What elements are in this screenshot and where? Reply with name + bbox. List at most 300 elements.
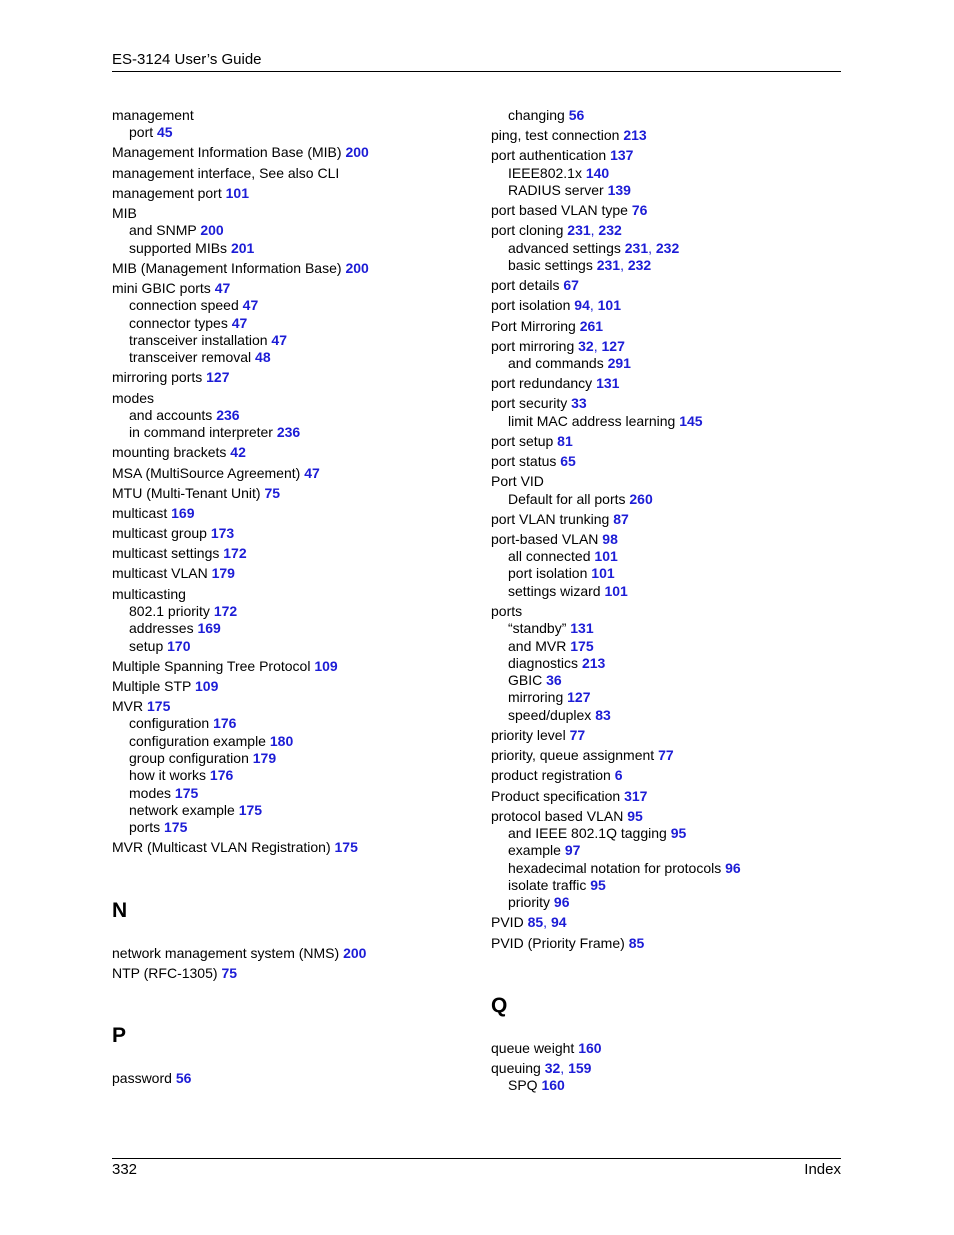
index-subterm-text: and commands — [508, 354, 604, 371]
index-subterm-text: settings wizard — [508, 582, 601, 599]
page-link[interactable]: 173 — [210, 525, 235, 542]
index-term — [491, 1060, 856, 1077]
page-link[interactable]: 317 — [624, 787, 648, 804]
index-term-text: Management Information Base (MIB) — [112, 144, 342, 161]
index-subterm — [112, 733, 477, 750]
index-entry — [112, 545, 477, 562]
index-subterm — [491, 240, 856, 257]
index-term-text: product registration — [491, 767, 611, 784]
page-link[interactable]: 236 — [276, 424, 301, 441]
index-term-text: port cloning — [491, 222, 564, 239]
index-term-text: MIB — [112, 205, 137, 222]
index-term — [491, 808, 856, 825]
index-subterm — [112, 124, 477, 141]
section-name: Index — [804, 1161, 841, 1178]
index-term-text: port isolation — [491, 297, 571, 314]
page-link[interactable]: 42 — [230, 444, 246, 461]
index-term — [112, 525, 477, 542]
page-link[interactable]: 131 — [596, 375, 620, 392]
page-link[interactable]: 77 — [569, 726, 586, 743]
page-separator: , — [589, 297, 598, 314]
index-subterm — [491, 672, 856, 689]
index-term-text: multicast group — [112, 525, 207, 542]
page-link[interactable]: 101 — [597, 297, 621, 314]
page-link[interactable]: 101 — [604, 582, 628, 599]
index-term — [112, 965, 477, 982]
index-term — [112, 586, 477, 603]
index-entry — [112, 205, 477, 257]
index-entry — [491, 914, 856, 931]
index-subterm — [112, 767, 477, 784]
index-term-text: queuing — [491, 1060, 541, 1077]
index-term-text: multicast VLAN — [112, 565, 208, 582]
index-subterm — [491, 182, 856, 199]
index-subterm — [491, 565, 856, 582]
page-link[interactable]: 231 — [596, 256, 621, 273]
index-term-text: NTP (RFC-1305) — [112, 964, 218, 981]
page-link[interactable]: 75 — [221, 964, 238, 981]
index-subterm — [491, 894, 856, 911]
index-subterm — [112, 349, 477, 366]
index-term — [491, 914, 856, 931]
page-link[interactable]: 97 — [564, 842, 581, 859]
page-link[interactable]: 261 — [579, 317, 604, 334]
index-subterm — [112, 620, 477, 637]
index-entry — [491, 147, 856, 199]
page-link[interactable]: 260 — [629, 490, 653, 507]
page-link[interactable]: 94 — [550, 914, 567, 931]
index-term-text: port status — [491, 453, 557, 470]
index-term — [491, 375, 856, 392]
index-entry — [491, 531, 856, 600]
page-number: 332 — [112, 1161, 138, 1178]
index-term-text: port based VLAN type — [491, 202, 628, 219]
page-link[interactable]: 109 — [314, 657, 338, 674]
index-subterm-text: changing — [508, 107, 565, 123]
index-subterm — [491, 620, 856, 637]
index-term-text: Multiple Spanning Tree Protocol — [112, 657, 311, 674]
index-subterm — [491, 707, 856, 724]
page-link[interactable]: 169 — [197, 620, 221, 637]
index-entry — [491, 788, 856, 805]
page-link[interactable]: 95 — [627, 807, 643, 824]
index-subterm-text: modes — [129, 784, 172, 801]
index-subterm — [112, 715, 477, 732]
page-link[interactable]: 87 — [613, 510, 629, 527]
page-link[interactable]: 33 — [571, 395, 587, 412]
index-entry — [112, 678, 477, 695]
index-subterm — [491, 583, 856, 600]
page-link[interactable]: 160 — [541, 1077, 565, 1094]
index-subterm-text: transceiver installation — [129, 331, 268, 348]
page-link[interactable]: 127 — [206, 369, 230, 386]
index-subterm-text: hexadecimal notation for protocols — [508, 859, 722, 876]
index-term — [491, 338, 856, 355]
page-link[interactable]: 160 — [578, 1039, 602, 1056]
index-term — [112, 839, 477, 856]
index-subterm-text: ports — [129, 819, 161, 836]
page-link[interactable]: 175 — [147, 698, 171, 715]
index-subterm — [112, 240, 477, 257]
index-term — [491, 318, 856, 335]
index-term — [491, 531, 856, 548]
index-subterm — [491, 413, 856, 430]
index-term — [491, 788, 856, 805]
index-subterm-text: basic settings — [508, 256, 593, 273]
index-term — [491, 147, 856, 164]
page-link[interactable]: 76 — [631, 202, 648, 219]
page-link[interactable]: 36 — [546, 672, 562, 689]
page-link[interactable]: 201 — [230, 239, 255, 256]
index-term — [491, 395, 856, 412]
page-link[interactable]: 47 — [242, 297, 259, 314]
index-subterm-text: transceiver removal — [129, 349, 252, 366]
page-link[interactable]: 175 — [238, 801, 263, 818]
page-separator: , — [620, 256, 628, 273]
index-entry — [491, 1060, 856, 1095]
index-term-text: port redundancy — [491, 375, 593, 392]
index-subterm-text: how it works — [129, 767, 207, 784]
index-term — [112, 678, 477, 695]
index-term-text: MSA (MultiSource Agreement) — [112, 464, 301, 481]
page-link[interactable]: 75 — [264, 484, 281, 501]
index-entry — [491, 1040, 856, 1057]
index-subterm-text: limit MAC address learning — [508, 412, 676, 429]
page-link[interactable]: 159 — [568, 1060, 592, 1077]
page-link[interactable]: 232 — [598, 222, 622, 239]
page-link[interactable]: 231 — [624, 239, 649, 256]
index-entry — [491, 747, 856, 764]
index-term — [112, 1070, 477, 1087]
page-link[interactable]: 231 — [567, 222, 591, 239]
index-subterm — [112, 802, 477, 819]
page-link[interactable]: 236 — [216, 406, 240, 423]
index-term — [112, 444, 477, 461]
index-subterm — [491, 257, 856, 274]
page-link[interactable]: 232 — [627, 256, 652, 273]
page-link[interactable]: 96 — [553, 894, 570, 911]
index-entry — [112, 945, 477, 962]
index-term-text: Multiple STP — [112, 677, 192, 694]
page-link[interactable]: 101 — [225, 184, 249, 201]
footer-rule — [112, 1158, 841, 1159]
index-term-text: management interface, See also CLI — [112, 164, 340, 181]
page-link[interactable]: 81 — [557, 432, 573, 449]
index-entry — [491, 202, 856, 219]
page-link[interactable]: 101 — [591, 565, 615, 582]
index-entry — [491, 277, 856, 294]
index-term — [112, 565, 477, 582]
index-subterm — [491, 655, 856, 672]
index-subterm-text: “standby” — [508, 620, 567, 637]
page-link[interactable]: 45 — [157, 124, 173, 141]
index-subterm-text: addresses — [129, 620, 194, 637]
page-link[interactable]: 172 — [223, 545, 247, 562]
page-link[interactable]: 175 — [164, 819, 188, 836]
page-link[interactable]: 200 — [345, 144, 369, 161]
index-subterm-text: speed/duplex — [508, 706, 592, 723]
index-entry — [491, 808, 856, 912]
index-subterm — [112, 297, 477, 314]
index-subterm-text: Default for all ports — [508, 490, 626, 507]
index-term — [112, 545, 477, 562]
page-link[interactable]: 47 — [304, 464, 320, 481]
page-link[interactable]: 232 — [655, 239, 680, 256]
index-term — [112, 260, 477, 277]
index-term — [112, 390, 477, 407]
index-subterm-text: diagnostics — [508, 654, 579, 671]
page-link[interactable]: 213 — [581, 654, 606, 671]
index-entry — [112, 369, 477, 386]
index-term-text: password — [112, 1070, 172, 1087]
page-link[interactable]: 83 — [595, 706, 611, 723]
page-link[interactable]: 175 — [174, 784, 199, 801]
index-letter-heading: N — [112, 898, 128, 922]
index-subterm-text: priority — [508, 894, 551, 911]
index-letter-heading: P — [112, 1024, 127, 1048]
index-term-text: port-based VLAN — [491, 530, 599, 547]
page-link[interactable]: 180 — [269, 732, 294, 749]
index-term-text: MIB (Management Information Base) — [112, 259, 342, 276]
index-term — [491, 935, 856, 952]
index-subterm — [491, 877, 856, 894]
index-subterm-text: port isolation — [508, 565, 588, 582]
index-letter-heading: Q — [491, 993, 508, 1017]
index-subterm — [491, 491, 856, 508]
page-link[interactable]: 291 — [607, 354, 631, 371]
index-entry — [491, 433, 856, 450]
index-term — [491, 603, 856, 620]
index-term-text: PVID — [491, 914, 524, 931]
index-subterm — [112, 750, 477, 767]
page-link[interactable]: 200 — [345, 259, 369, 276]
page-link[interactable]: 175 — [334, 839, 358, 856]
page-link[interactable]: 137 — [610, 147, 634, 164]
index-entry — [491, 727, 856, 744]
index-entry — [491, 473, 856, 508]
index-entry — [112, 280, 477, 366]
index-entry — [112, 165, 477, 182]
page-link[interactable]: 56 — [175, 1070, 192, 1087]
document-title: ES-3124 User’s Guide — [112, 51, 262, 68]
index-entry — [112, 390, 477, 442]
index-subterm-text: and MVR — [508, 637, 567, 654]
index-subterm — [491, 825, 856, 842]
index-term — [112, 658, 477, 675]
page-link[interactable]: 169 — [171, 504, 195, 521]
index-entry — [112, 444, 477, 461]
page-link[interactable]: 94 — [574, 297, 590, 314]
index-entry — [112, 107, 477, 142]
index-term — [491, 1040, 856, 1057]
page-link[interactable]: 109 — [195, 677, 219, 694]
page-link[interactable]: 32 — [578, 337, 594, 354]
index-subterm-text: IEEE802.1x — [508, 164, 582, 181]
index-term — [491, 222, 856, 239]
index-term — [112, 205, 477, 222]
index-subterm — [112, 315, 477, 332]
index-entry — [491, 511, 856, 528]
index-subterm — [112, 424, 477, 441]
index-entry — [491, 935, 856, 952]
index-term — [491, 297, 856, 314]
index-term-text: mirroring ports — [112, 369, 203, 386]
index-term-text: Port Mirroring — [491, 317, 576, 334]
index-term-text: port mirroring — [491, 337, 575, 354]
index-entry — [112, 465, 477, 482]
index-subterm-text: in command interpreter — [129, 424, 273, 441]
page-link[interactable]: 127 — [567, 689, 591, 706]
index-term-text: protocol based VLAN — [491, 807, 624, 824]
index-term-text: MTU (Multi-Tenant Unit) — [112, 484, 261, 501]
index-term-text: mini GBIC ports — [112, 280, 211, 297]
index-subterm — [491, 548, 856, 565]
page-link[interactable]: 145 — [679, 412, 703, 429]
page-separator: , — [590, 222, 599, 239]
page-link[interactable]: 139 — [607, 181, 631, 198]
page-link[interactable]: 96 — [725, 859, 741, 876]
index-term-text: priority level — [491, 726, 566, 743]
index-subterm-text: isolate traffic — [508, 876, 587, 893]
index-term — [491, 202, 856, 219]
page-link[interactable]: 95 — [670, 824, 687, 841]
index-term-text: port authentication — [491, 147, 607, 164]
index-entry — [491, 222, 856, 274]
page-link[interactable]: 56 — [568, 107, 585, 123]
index-entry — [112, 965, 477, 982]
index-subterm-text: example — [508, 842, 561, 859]
index-subterm-text: 802.1 priority — [129, 602, 210, 619]
index-entry — [112, 1070, 477, 1087]
index-entry — [491, 767, 856, 784]
index-subterm-text: supported MIBs — [129, 239, 228, 256]
index-term — [491, 277, 856, 294]
index-subterm-text: group configuration — [129, 750, 249, 767]
page-link[interactable]: 85 — [527, 914, 544, 931]
index-term — [112, 107, 477, 124]
page-link[interactable]: 95 — [590, 876, 606, 893]
page-link[interactable]: 6 — [614, 767, 623, 784]
page-link[interactable]: 65 — [560, 453, 576, 470]
index-term-text: multicast settings — [112, 545, 220, 562]
index-subterm-text: connection speed — [129, 297, 239, 314]
index-subterm-text: configuration — [129, 715, 210, 732]
index-column-right — [491, 107, 856, 1098]
page-separator: , — [593, 337, 602, 354]
index-entry — [112, 658, 477, 675]
page-link[interactable]: 176 — [209, 767, 234, 784]
page-link[interactable]: 200 — [200, 222, 224, 239]
index-term — [112, 945, 477, 962]
index-term — [112, 698, 477, 715]
index-entry — [491, 318, 856, 335]
index-subterm-text: RADIUS server — [508, 181, 604, 198]
page-link[interactable]: 170 — [167, 637, 191, 654]
index-entry — [112, 485, 477, 502]
index-subterm — [112, 407, 477, 424]
page-link[interactable]: 47 — [271, 331, 287, 348]
index-term-text: ping, test connection — [491, 127, 620, 144]
index-term — [112, 485, 477, 502]
index-subterm — [491, 638, 856, 655]
index-entry — [112, 839, 477, 856]
index-term-text: port VLAN trunking — [491, 510, 610, 527]
page-link[interactable]: 176 — [213, 715, 237, 732]
index-term — [112, 144, 477, 161]
index-entry — [112, 525, 477, 542]
page-link[interactable]: 140 — [585, 164, 610, 181]
index-term-text: port details — [491, 277, 560, 294]
index-term — [112, 185, 477, 202]
page-link[interactable]: 179 — [211, 565, 235, 582]
index-entry — [112, 586, 477, 655]
page-link[interactable]: 213 — [623, 127, 647, 144]
page-link[interactable]: 98 — [602, 530, 618, 547]
index-term — [491, 453, 856, 470]
index-column-left — [112, 107, 477, 1090]
index-entry — [112, 144, 477, 161]
index-entry — [491, 338, 856, 373]
page-link[interactable]: 127 — [601, 337, 625, 354]
index-subterm — [112, 222, 477, 239]
page-link[interactable]: 67 — [563, 277, 579, 294]
page-link[interactable]: 175 — [570, 637, 594, 654]
index-term — [491, 511, 856, 528]
index-subterm-text: advanced settings — [508, 239, 621, 256]
page-link[interactable]: 172 — [213, 602, 238, 619]
page-link[interactable]: 47 — [231, 314, 248, 331]
index-entry — [112, 698, 477, 836]
index-term-text: port setup — [491, 432, 554, 449]
index-entry — [491, 107, 856, 124]
page-link[interactable]: 101 — [594, 548, 618, 565]
index-term — [491, 433, 856, 450]
index-term-text: network management system (NMS) — [112, 944, 340, 961]
index-term-text: multicast — [112, 504, 168, 521]
page-link[interactable]: 179 — [252, 750, 277, 767]
index-entry — [491, 603, 856, 724]
page-separator: , — [543, 914, 551, 931]
index-term-text: multicasting — [112, 585, 186, 602]
page-link[interactable]: 77 — [658, 747, 674, 764]
index-subterm-text: GBIC — [508, 672, 543, 689]
index-subterm — [112, 603, 477, 620]
page-link[interactable]: 200 — [343, 944, 367, 961]
index-subterm-text: and IEEE 802.1Q tagging — [508, 824, 667, 841]
index-entry — [112, 260, 477, 277]
page-link[interactable]: 48 — [255, 349, 271, 366]
index-entry — [112, 185, 477, 202]
page-link[interactable]: 85 — [628, 934, 645, 951]
index-entry — [112, 565, 477, 582]
index-term-text: management — [112, 107, 194, 123]
index-term-text: priority, queue assignment — [491, 747, 655, 764]
index-term-text: PVID (Priority Frame) — [491, 934, 625, 951]
page-separator: , — [560, 1060, 569, 1077]
index-entry — [491, 297, 856, 314]
page-link[interactable]: 131 — [570, 620, 594, 637]
index-subterm — [491, 689, 856, 706]
page-link[interactable]: 32 — [544, 1060, 561, 1077]
index-subterm-text: port — [129, 124, 154, 141]
index-subterm-text: mirroring — [508, 689, 564, 706]
index-term-text: ports — [491, 602, 523, 619]
page-link[interactable]: 47 — [214, 280, 231, 297]
index-entry — [491, 453, 856, 470]
index-term-text: Port VID — [491, 473, 544, 490]
index-term-text: Product specification — [491, 787, 621, 804]
index-term-text: modes — [112, 389, 155, 406]
